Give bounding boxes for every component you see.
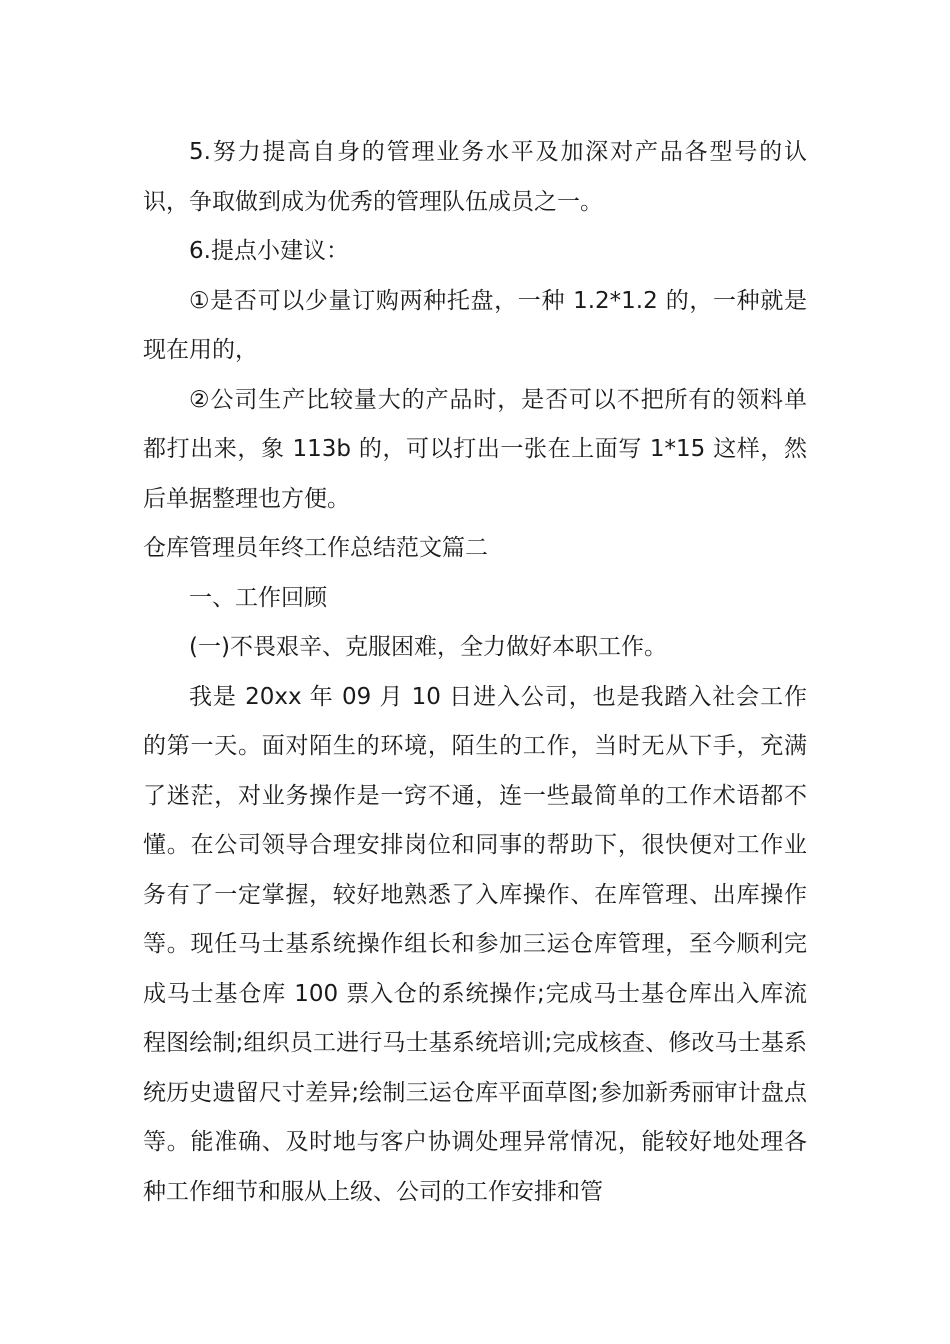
suggestion-1: ①是否可以少量订购两种托盘，一种 1.2*1.2 的，一种就是现在用的， [143, 287, 807, 363]
document-body [143, 128, 807, 1217]
paragraph-item-6-heading: 6.提点小建议： [189, 238, 349, 264]
section-heading-review: 一、工作回顾 [189, 584, 327, 611]
subsection-heading-1: (一)不畏艰辛、克服困难，全力做好本职工作。 [189, 634, 667, 660]
suggestion-2: ②公司生产比较量大的产品时，是否可以不把所有的领料单都打出来，象 113b 的，可以打出一张在上面写 1*15 这样，然后单据整理也方便。 [143, 386, 807, 512]
body-paragraph: 我是 20xx 年 09 月 10 日进入公司，也是我踏入社会工作的第一天。面对陌生的环境，陌生的工作，当时无从下手，充满了迷茫，对业务操作是一窍不通，连一些最简单的工作术语都不懂。在公司领导合理安排岗位和同事的帮助下，很快便对工作业务有了一定掌握，较好地熟悉了入库操作、在库管理、出库操作等。现任马士基系统操作组长和参加三运仓库管理，至今顺利完成马士基仓库 100 票入仓的系统操作;完成马士基仓库出入库流程图绘制;组织员工进行马士基系统培训;完成核查、修改马士基系统历史遗留尺寸差异;绘制三运仓库平面草图;参加新秀丽审计盘点等。能准确、及时地与客户协调处理异常情况，能较好地处理各种工作细节和服从上级、公司的工作安排和管 [143, 683, 807, 1205]
section-title: 仓库管理员年终工作总结范文篇二 [143, 535, 488, 561]
paragraph-item-5: 5.努力提高自身的管理业务水平及加深对产品各型号的认识，争取做到成为优秀的管理队伍成员之一。 [143, 139, 807, 215]
